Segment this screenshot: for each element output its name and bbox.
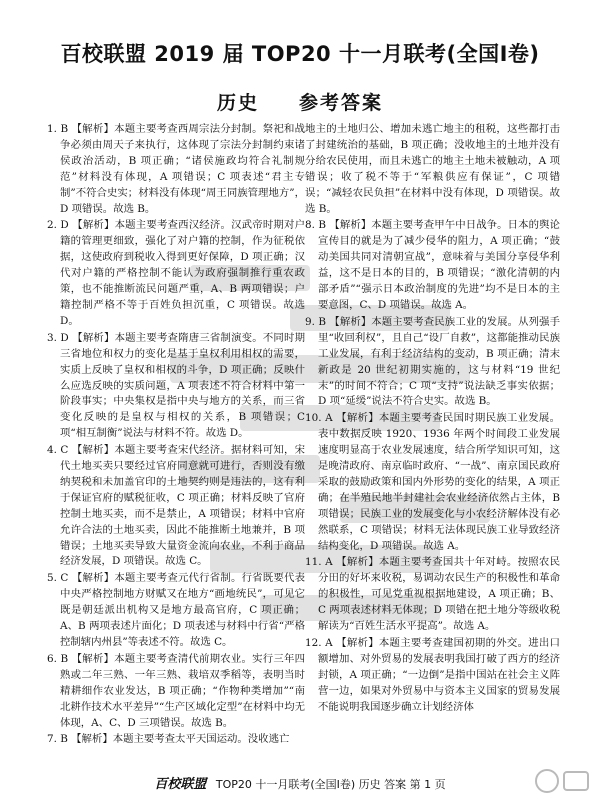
answer-item-3: 3. D 【解析】本题主要考查隋唐三省制演变。不同时期三省地位和权力的变化是基于皇权利用相权的需要，实质上反映了皇权和相权的斗争，D 项正确；反映什么应选反映的实质问题，A 项表述不符合材料中第一阶段事实；中央集权是指中央与地方的关系，而三省变化反映的是皇权与相权的关系，B 项错误；C 项“相互制衡”说法与材料不符。故选 D。 bbox=[47, 331, 305, 440]
page-title: 百校联盟 2019 届 TOP20 十一月联考(全国Ⅰ卷) bbox=[60, 42, 540, 66]
answer-item-6: 6. B 【解析】本题主要考查清代前期农业。实行三年四熟或二年三熟、一年三熟、栽培双季稻等，表明当时精耕细作农业发达，B 项正确；“作物种类增加”“南北耕作技术水平差异”“生产区域化定型”在材料中均无体现，A、C、D 三项错误。故选 B。 bbox=[47, 652, 305, 729]
answer-item-10: 10. A 【解析】本题主要考查民国时期民族工业发展。表中数据反映 1920、1936 年两个时间段工业发展速度明显高于农业发展速度，结合所学知识可知，这是晚清政府、南京临时政府、“一战”、南京国民政府采取的鼓励政策和国内外形势的变化的结果，A 项正确；在半殖民地半封建社会农业经济依然占主体，B 项错误；民族工业的发展变化与小农经济解体没有必然联系，C 项错误；材料无法体现民族工业导致经济结构变化，D 项错误。故选 A。 bbox=[305, 412, 560, 552]
answer-item-4: 4. C 【解析】本题主要考查宋代经济。据材料可知，宋代土地买卖只要经过官府同意就可进行，否则没有缴纳契税和未加盖官印的土地契约则是违法的，这有利于保证官府的赋税征收，C 项正确；材料反映了官府控制土地买卖，而不是禁止，A 项错误；材料中官府允许合法的土地买卖，因此不能推断土地兼并，B 项错误；土地买卖导致大量资金流向农业，不利于商品经济发展，D 项错误。故选 C。 bbox=[47, 444, 305, 568]
page-subtitle bbox=[0, 88, 600, 115]
answers-column-right bbox=[305, 122, 560, 717]
answer-item-8: 8. B 【解析】本题主要考查甲午中日战争。日本的舆论宣传目的就是为了减少侵华的阻力，A 项正确；“鼓动美国共同对清朝宣战”，意味着与美国分享侵华利益，这不是日本的目的，B 项错误；“激化清朝的内部矛盾”“强示日本政治制度的先进”均不是日本的主要意图，C、D 项错误。故选 A。 bbox=[305, 219, 560, 311]
corner-stamp-icon bbox=[532, 766, 594, 796]
answer-item-1: 1. B 【解析】本题主要考查西周宗法分封制。祭祀和战争必须由周天子来执行，这体现了宗法分封制约束诸侯政治活动，B 项正确；“诸侯施政均符合礼制规范”材料没有体现，A 项错误；C 项表述“君主专制”不符合史实；材料没有体现“周王同族管理地方”，D 项错误。故选 B。 bbox=[47, 123, 305, 215]
answer-item-7-start: 7. B 【解析】本题主要考查太平天国运动。没收逃亡 bbox=[47, 733, 290, 746]
answer-item-11: 11. A 【解析】本题主要考查国共十年对峙。按照农民分田的好坏来收税，易调动农民生产的积极性和革命的积极性，可见党重视根据地建设，A 项正确；B、C 两项表述材料无体现；D 项错在把土地分等级收税解读为“百姓生活水平提高”。故选 A。 bbox=[305, 556, 560, 633]
answer-item-12: 12. A 【解析】本题主要考查建国初期的外交。进出口额增加、对外贸易的发展表明我国打破了西方的经济封锁，A 项正确；“一边倒”是指中国站在社会主义阵营一边，如果对外贸易中与资本主义国家的贸易发展不能说明我国逐步确立计划经济体 bbox=[305, 637, 560, 713]
answer-item-2: 2. D 【解析】本题主要考查西汉经济。汉武帝时期对户籍的管理更细致，强化了对户籍的控制，作为征税依据，这使政府到税收入得到更好保障，D 项正确；汉代对户籍的严格控制不能认为政府强制推行重农政策，也不能推断流民问题严重，A、B 两项错误；户籍控制严格不等于百姓负担沉重，C 项错误。故选 D。 bbox=[47, 219, 305, 327]
subject-label: 历史 bbox=[216, 92, 259, 114]
answers-column-left bbox=[47, 122, 305, 749]
answer-item-7-continued: 地主的土地归公、增加未逃亡地主的租税，这些都打击了封建统治的基础，B 项正确；没收地主的土地并没有分给农民使用，而且未逃亡的地主土地未被触动，A 项错误；收了税不等于“军粮供应有保证”，C 项错误；“减轻农民负担”在材料中没有体现，D 项错误。故选 B。 bbox=[305, 123, 560, 215]
answer-label: 参考答案 bbox=[299, 92, 384, 114]
answer-item-9: 9. B 【解析】本题主要考查民族工业的发展。从列强手里“收回利权”，且自己“设厂自救”，这都能推动民族工业发展，有利于经济结构的变动，B 项正确；清末新政是 20 世纪初期实施的，这与材料“19 世纪末”的时间不符合；C 项“支持”说法缺乏事实依据；D 项“延缓”说法不符合史实。故选 B。 bbox=[305, 315, 560, 408]
footer-text: TOP20 十一月联考(全国Ⅰ卷) 历史 答案 第 1 页 bbox=[215, 778, 446, 791]
answer-item-5: 5. C 【解析】本题主要考查元代行省制。行省既要代表中央严格控制地方财赋又在地方“画地统民”，可见它既是朝廷派出机构又是地方最高官府，C 项正确；A、B 两项表述片面化；D 项表述与材料中行省“严格控制辖内州县”等表述不符。故选 C。 bbox=[47, 572, 305, 648]
brand-logo: 百校联盟 bbox=[154, 777, 207, 792]
page-footer bbox=[0, 773, 600, 792]
